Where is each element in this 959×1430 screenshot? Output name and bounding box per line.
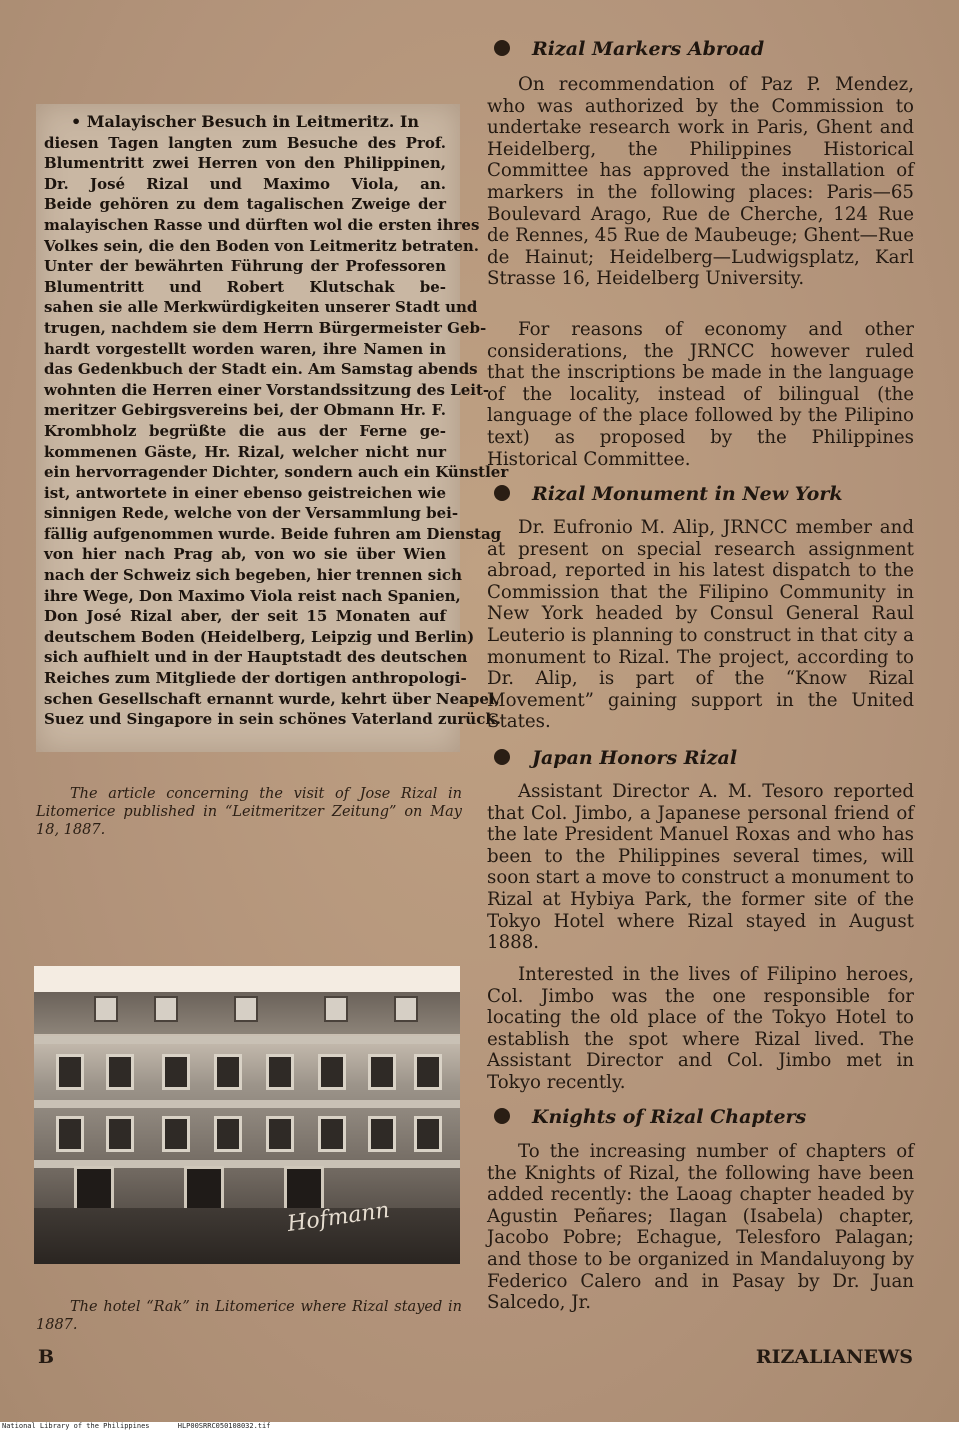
clipping-line: fällig aufgenommen wurde. Beide fuhren am Dienstag bbox=[44, 524, 502, 543]
clipping-line: von hier nach Prag ab, von wo sie über Wien bbox=[44, 545, 446, 564]
clipping-line: kommenen Gäste, Hr. Rizal, welcher nicht nur bbox=[44, 442, 446, 461]
clipping-line: Unter der bewährten Führung der Professoren bbox=[44, 257, 446, 276]
article-heading-new-york: Rizal Monument in New York bbox=[494, 483, 843, 505]
bullet-icon bbox=[494, 40, 510, 56]
clipping-line: trugen, nachdem sie dem Herrn Bürgermeister Geb- bbox=[44, 318, 487, 337]
bullet-icon bbox=[494, 1108, 510, 1124]
clipping-caption: The article concerning the visit of Jose Rizal in Litomerice published in “Leitmeritzer Zeitung” on May 18, 1887. bbox=[36, 785, 462, 838]
clipping-line: malayischen Rasse und dürften wol die ersten ihres bbox=[44, 215, 480, 234]
clipping-line: das Gedenkbuch der Stadt ein. Am Samstag abends bbox=[44, 360, 478, 379]
article-paragraph: Dr. Eufronio M. Alip, JRNCC member and at present on special research assignment abroad, reported in his latest dispatch to the Commission that the Filipino Community in New York headed by Consul General Raul Leuterio is planning to construct in that city a monument to Rizal. The project, according to Dr. Alip, is part of the “Know Rizal Movement” gaining support in the United States. bbox=[487, 517, 914, 733]
clipping-line: deutschem Boden (Heidelberg, Leipzig und Berlin) bbox=[44, 627, 475, 646]
clipping-text bbox=[44, 112, 509, 730]
clipping-line: sich aufhielt und in der Hauptstadt des deutschen bbox=[44, 648, 468, 667]
clipping-line: Reiches zum Mitgliede der dortigen anthropologi- bbox=[44, 669, 467, 688]
publication-name: RIZALIANEWS bbox=[755, 1346, 913, 1368]
article-paragraph: Assistant Director A. M. Tesoro reported that Col. Jimbo, a Japanese personal friend of the late President Manuel Roxas and who has been to the Philippines several times, will soon start a move to construct a monument to Rizal at Hybiya Park, the former site of the Tokyo Hotel where Rizal stayed in August 1888. bbox=[487, 781, 914, 954]
clipping-line: Beide gehören zu dem tagalischen Zweige der bbox=[44, 195, 446, 214]
clipping-line: Blumentritt und Robert Klutschak be- bbox=[44, 277, 446, 296]
bullet-icon bbox=[494, 485, 510, 501]
clipping-line: Don José Rizal aber, der seit 15 Monaten auf bbox=[44, 607, 446, 626]
newspaper-clipping bbox=[36, 104, 509, 752]
page-letter: B bbox=[38, 1346, 55, 1368]
scan-footer bbox=[0, 1422, 959, 1430]
clipping-line: Suez und Singapore in sein schönes Vaterland zurück. bbox=[44, 710, 501, 729]
article-paragraph: Interested in the lives of Filipino heroes, Col. Jimbo was the one responsible for locating the old place of the Tokyo Hotel to establish the spot where Rizal lived. The Assistant Director and Col. Jimbo met in Tokyo recently. bbox=[487, 964, 914, 1093]
article-heading-knights: Knights of Rizal Chapters bbox=[494, 1106, 806, 1128]
scan-file: HLP00SRRC050108032.tif bbox=[177, 1422, 271, 1430]
clipping-line: schen Gesellschaft ernannt wurde, kehrt über Neapel, bbox=[44, 689, 500, 708]
article-heading-markers: Rizal Markers Abroad bbox=[494, 38, 764, 60]
clipping-line: ihre Wege, Don Maximo Viola reist nach Spanien, bbox=[44, 586, 461, 605]
clipping-line: diesen Tagen langten zum Besuche des Prof. bbox=[44, 133, 446, 152]
clipping-line: wohnten die Herren einer Vorstandssitzung des Leit- bbox=[44, 380, 490, 399]
clipping-line: sahen sie alle Merkwürdigkeiten unserer Stadt und bbox=[44, 298, 478, 317]
clipping-line: Volkes sein, die den Boden von Leitmeritz betraten. bbox=[44, 236, 479, 255]
article-paragraph: On recommendation of Paz P. Mendez, who was authorized by the Commission to undertake research work in Paris, Ghent and Heidelberg, the Philippines Historical Committee has approved the installation of markers in the following places: Paris—65 Boulevard Arago, Rue de Cherche, 124 Rue de Rennes, 45 Rue de Maubeuge; Ghent—Rue de Hainut; Heidelberg—Ludwigsplatz, Karl Strasse 16, Heidelberg University. bbox=[487, 74, 914, 290]
scan-source: National Library of the Philippines bbox=[2, 1422, 150, 1430]
clipping-line: Blumentritt zwei Herren von den Philippinen, bbox=[44, 154, 446, 173]
hotel-caption: The hotel “Rak” in Litomerice where Rizal stayed in 1887. bbox=[36, 1298, 462, 1333]
clipping-line: meritzer Gebirgsvereins bei, der Obmann Hr. F. bbox=[44, 401, 446, 420]
clipping-line: Dr. José Rizal und Maximo Viola, an. bbox=[44, 174, 446, 193]
bullet-icon bbox=[494, 749, 510, 765]
clipping-line: ein hervorragender Dichter, sondern auch ein Künstler bbox=[44, 463, 509, 482]
article-paragraph: For reasons of economy and other considerations, the JRNCC however ruled that the inscriptions be made in the language of the locality, instead of bilingual (the language of the place followed by the Pilipino text) as proposed by the Philippines Historical Committee. bbox=[487, 319, 914, 470]
clipping-line: nach der Schweiz sich begeben, hier trennen sich bbox=[44, 566, 462, 585]
clipping-line: hardt vorgestellt worden waren, ihre Namen in bbox=[44, 339, 446, 358]
article-heading-japan: Japan Honors Rizal bbox=[494, 747, 737, 769]
article-paragraph: To the increasing number of chapters of the Knights of Rizal, the following have been added recently: the Laoag chapter headed by Agustin Peñares; Ilagan (Isabela) chapter, Jacobo Pobre; Echague, Telesforo Palagan; and those to be organized in Mandaluyong by Federico Calero and in Pasay by Dr. Juan Salcedo, Jr. bbox=[487, 1141, 914, 1314]
hotel-rak-photo: Hofmann bbox=[34, 966, 460, 1264]
clipping-line: • Malayischer Besuch in Leitmeritz. In bbox=[70, 112, 420, 131]
clipping-line: ist, antwortete in einer ebenso geistreichen wie bbox=[44, 483, 446, 502]
clipping-line: Krombholz begrüßte die aus der Ferne ge- bbox=[44, 421, 446, 440]
clipping-line: sinnigen Rede, welche von der Versammlung bei- bbox=[44, 504, 459, 523]
